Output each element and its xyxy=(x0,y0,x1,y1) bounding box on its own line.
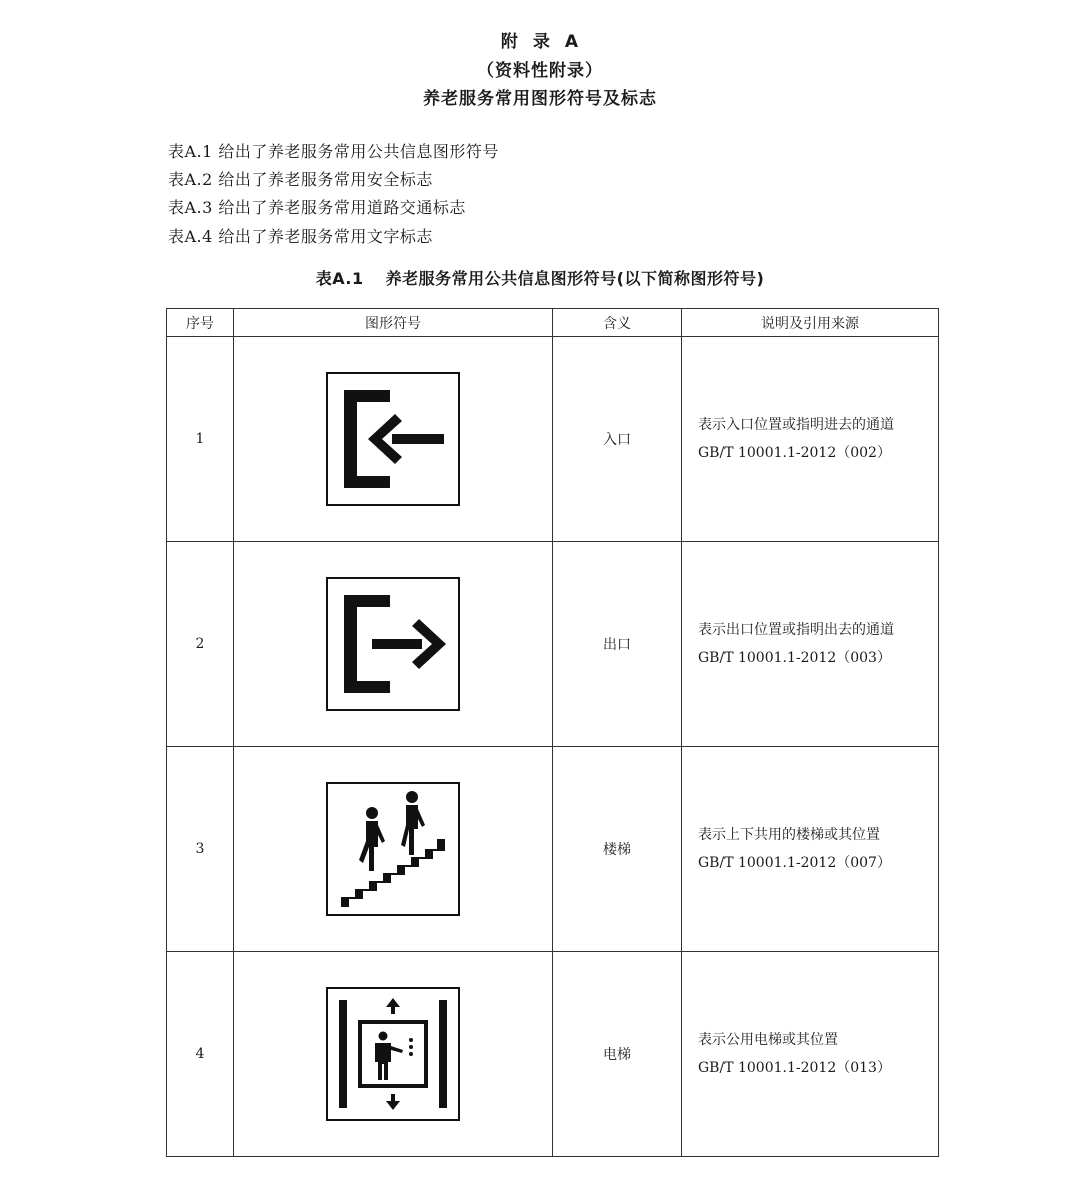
appendix-type: （资料性附录） xyxy=(477,61,603,81)
header-symbol: 图形符号 xyxy=(234,309,553,337)
cell-meaning: 入口 xyxy=(553,337,682,542)
cell-meaning: 电梯 xyxy=(553,952,682,1157)
table-row xyxy=(167,747,939,952)
cell-symbol xyxy=(234,747,553,952)
stairs-sign xyxy=(326,782,460,916)
table-row xyxy=(167,337,939,542)
description-text: 表示公用电梯或其位置 xyxy=(698,1032,838,1048)
exit-sign xyxy=(326,577,460,711)
cell-description xyxy=(682,337,939,542)
intro-line: 表A.1 给出了养老服务常用公共信息图形符号 xyxy=(168,142,499,161)
cell-symbol xyxy=(234,337,553,542)
cell-seq: 1 xyxy=(167,337,234,542)
cell-description xyxy=(682,747,939,952)
description-text: 表示入口位置或指明进去的通道 xyxy=(698,417,894,433)
symbols-table xyxy=(166,308,939,1157)
entrance-icon xyxy=(338,384,448,494)
table-caption-title: 养老服务常用公共信息图形符号(以下简称图形符号) xyxy=(385,269,765,288)
source-text: GB/T 10001.1-2012（013） xyxy=(698,1060,891,1076)
source-text: GB/T 10001.1-2012（007） xyxy=(698,855,891,871)
cell-seq: 4 xyxy=(167,952,234,1157)
cell-description xyxy=(682,542,939,747)
cell-symbol xyxy=(234,542,553,747)
elevator-sign xyxy=(326,987,460,1121)
intro-line: 表A.3 给出了养老服务常用道路交通标志 xyxy=(168,198,466,217)
appendix-label: 附 录 A xyxy=(500,32,580,52)
header-description: 说明及引用来源 xyxy=(682,309,939,337)
table-row xyxy=(167,542,939,747)
exit-icon xyxy=(338,589,448,699)
cell-seq: 2 xyxy=(167,542,234,747)
source-text: GB/T 10001.1-2012（002） xyxy=(698,445,891,461)
description-text: 表示出口位置或指明出去的通道 xyxy=(698,622,894,638)
intro-line: 表A.4 给出了养老服务常用文字标志 xyxy=(168,227,433,246)
header-seq: 序号 xyxy=(167,309,234,337)
cell-meaning: 楼梯 xyxy=(553,747,682,952)
cell-symbol xyxy=(234,952,553,1157)
stairs-icon xyxy=(333,789,453,909)
intro-line: 表A.2 给出了养老服务常用安全标志 xyxy=(168,170,433,189)
table-header-row xyxy=(167,309,939,337)
elevator-icon xyxy=(333,994,453,1114)
cell-description xyxy=(682,952,939,1157)
entrance-sign xyxy=(326,372,460,506)
table-row xyxy=(167,952,939,1157)
source-text: GB/T 10001.1-2012（003） xyxy=(698,650,891,666)
description-text: 表示上下共用的楼梯或其位置 xyxy=(698,827,880,843)
cell-meaning: 出口 xyxy=(553,542,682,747)
header-meaning: 含义 xyxy=(553,309,682,337)
table-caption-number: 表A.1 xyxy=(315,269,364,288)
appendix-title: 养老服务常用图形符号及标志 xyxy=(423,89,657,109)
table-caption xyxy=(0,269,1080,289)
cell-seq: 3 xyxy=(167,747,234,952)
